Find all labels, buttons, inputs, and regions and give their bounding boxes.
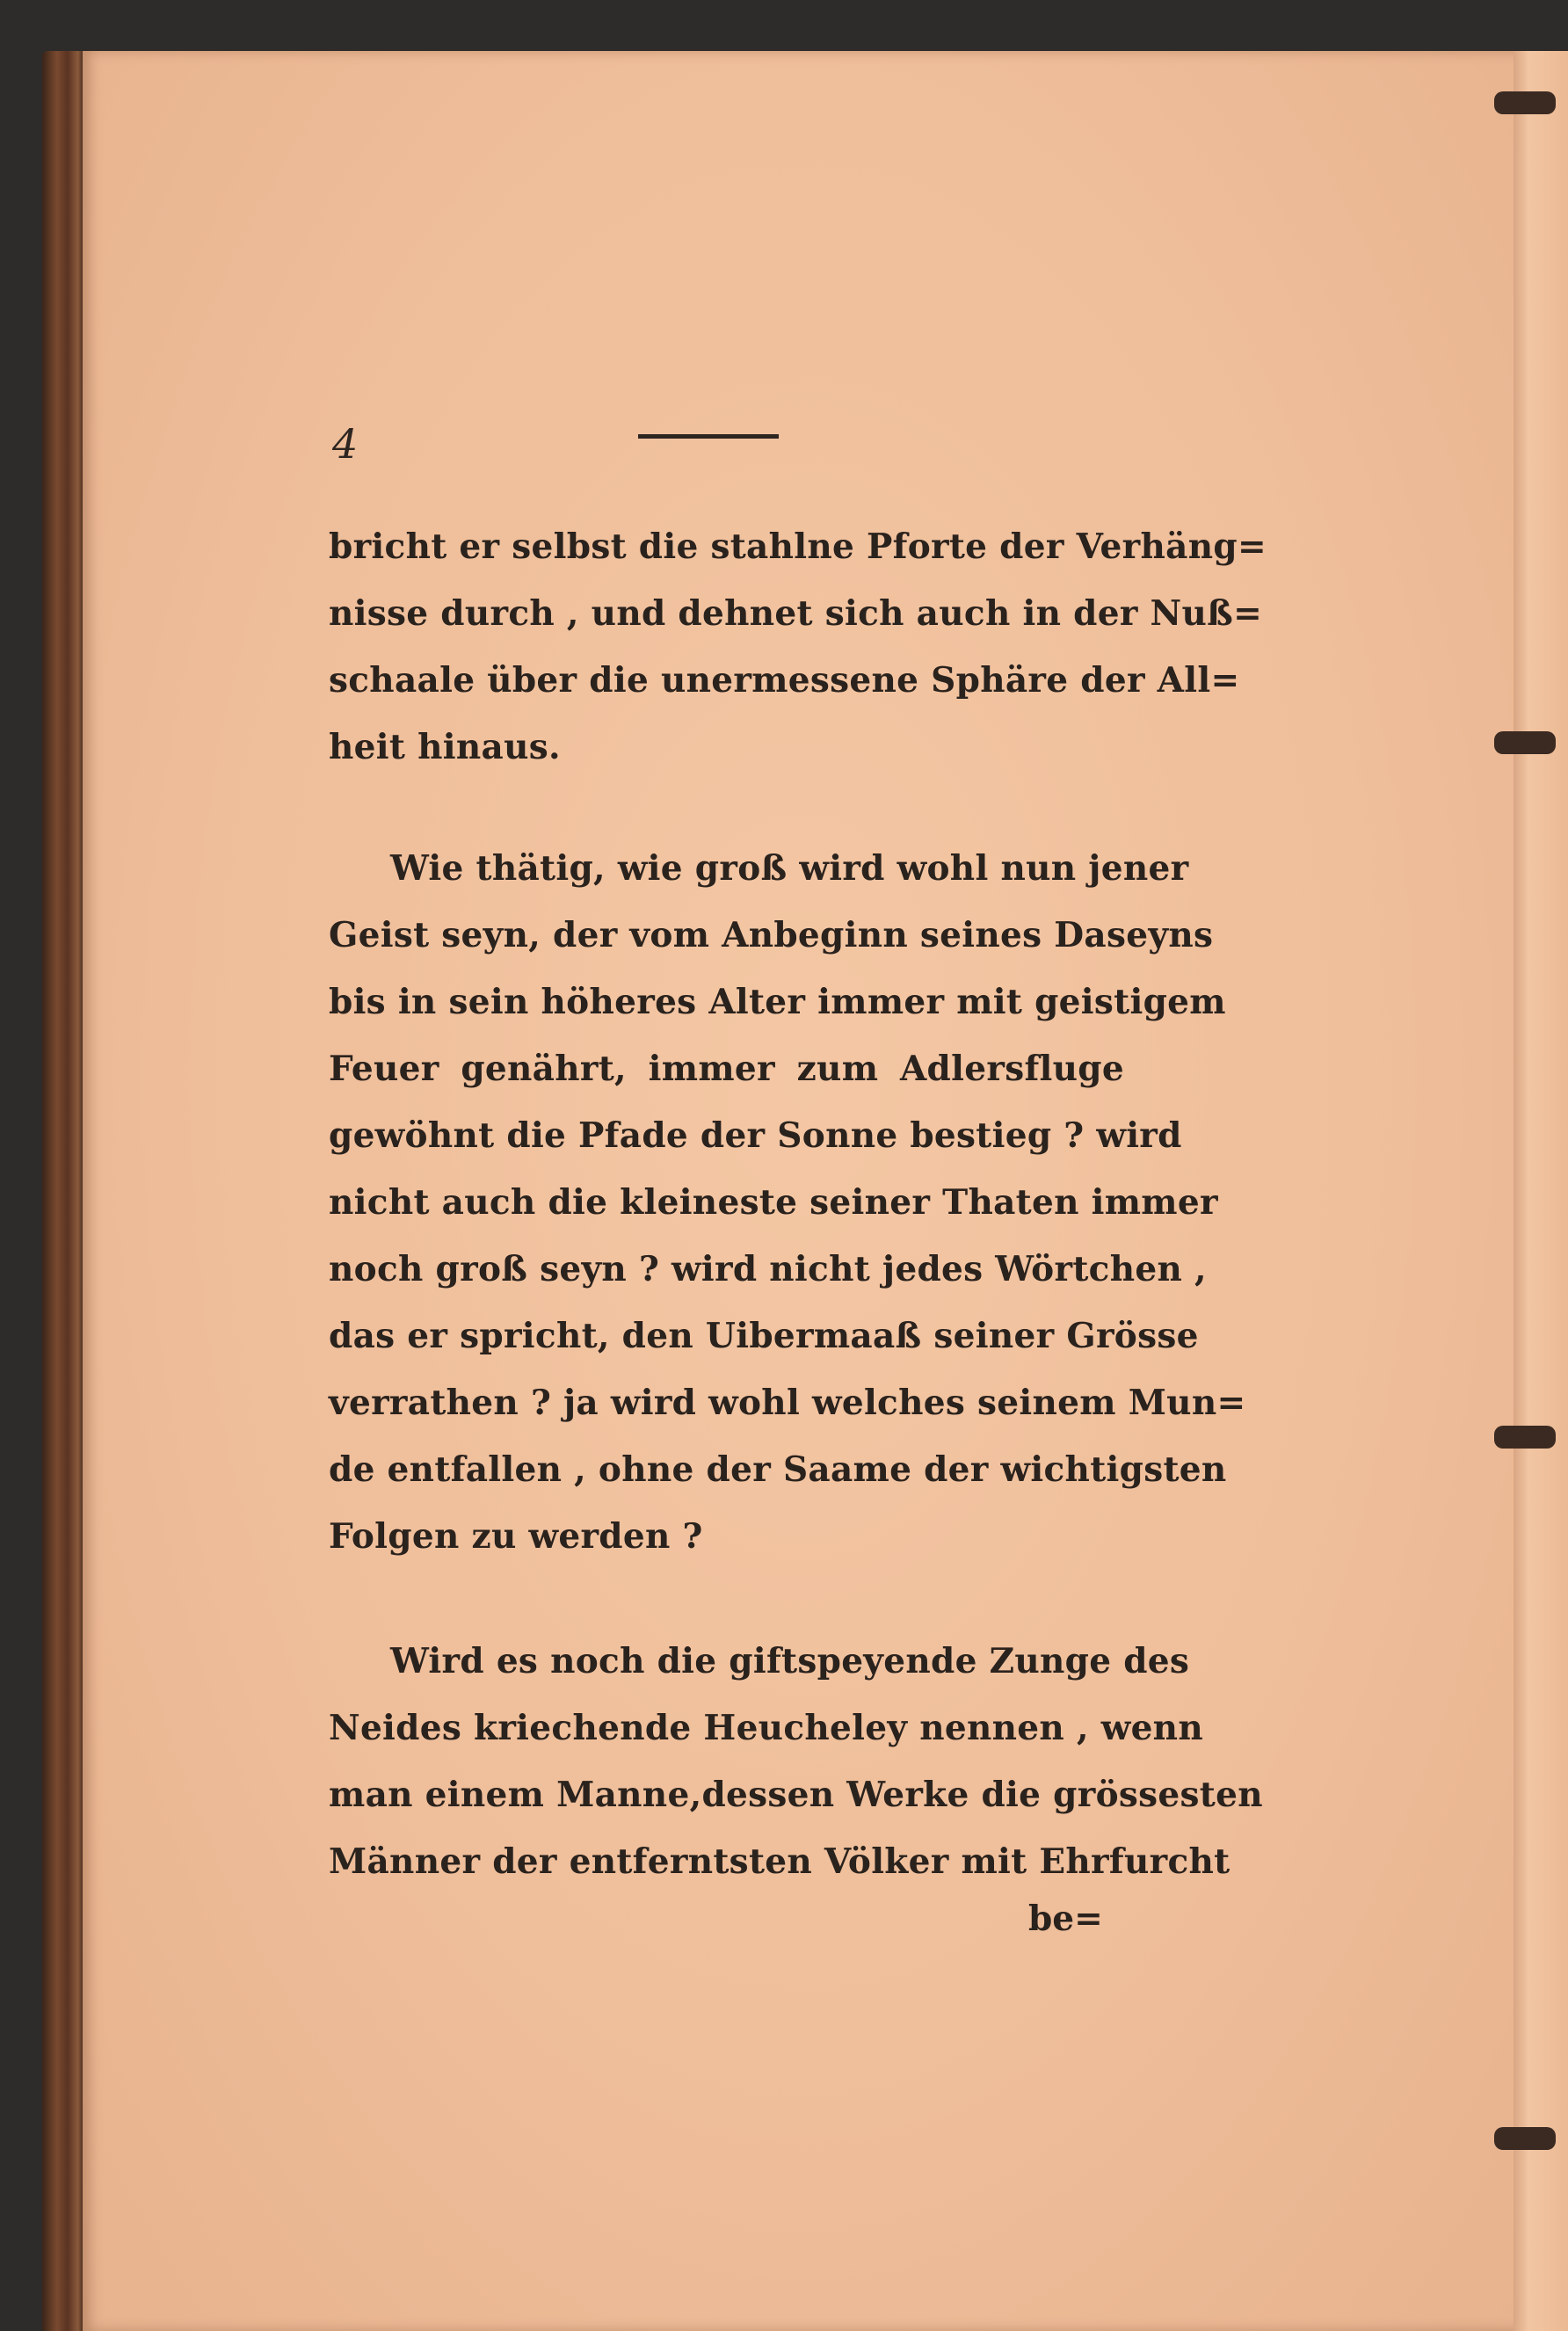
paragraph-3 [329, 1628, 1263, 1895]
text-line: de entfallen , ohne der Saame der wichtigsten [329, 1449, 1227, 1490]
text-line: bricht er selbst die stahlne Pforte der Verhäng= [329, 526, 1267, 567]
binding-stitch [1494, 731, 1556, 754]
text-line: nicht auch die kleineste seiner Thaten immer [329, 1182, 1218, 1223]
text-line: Wird es noch die giftspeyende Zunge des [390, 1641, 1190, 1681]
text-line: heit hinaus. [329, 727, 561, 767]
text-line: bis in sein höheres Alter immer mit geistigem [329, 982, 1226, 1022]
text-line: nisse durch , und dehnet sich auch in der Nuß= [329, 593, 1263, 634]
page-number: 4 [332, 420, 359, 468]
book-spine [42, 51, 84, 2331]
paragraph-2 [329, 835, 1246, 1570]
paragraph-1 [329, 513, 1267, 781]
text-line: Wie thätig, wie groß wird wohl nun jener [390, 848, 1189, 889]
text-line: gewöhnt die Pfade der Sonne bestieg ? wird [329, 1115, 1182, 1156]
text-line: Männer der entferntsten Völker mit Ehrfurcht [329, 1841, 1230, 1882]
text-line: verrathen ? ja wird wohl welches seinem Mun= [329, 1383, 1246, 1423]
text-line: noch groß seyn ? wird nicht jedes Wörtchen , [329, 1249, 1207, 1289]
facing-page-edge [1528, 51, 1568, 2331]
text-line: man einem Manne,dessen Werke die grössesten [329, 1775, 1263, 1815]
binding-stitch [1494, 2127, 1556, 2150]
text-line: Folgen zu werden ? [329, 1516, 703, 1557]
text-line: Feuer genährt, immer zum Adlersfluge [329, 1049, 1124, 1089]
text-line: Geist seyn, der vom Anbeginn seines Daseyns [329, 915, 1214, 955]
binding-stitch [1494, 91, 1556, 114]
text-line: schaale über die unermessene Sphäre der All= [329, 660, 1240, 701]
page-gutter [1514, 51, 1528, 2331]
text-line: Neides kriechende Heucheley nennen , wenn [329, 1708, 1203, 1748]
catchword: be= [1028, 1899, 1103, 1939]
header-rule [638, 434, 779, 439]
binding-stitch [1494, 1426, 1556, 1449]
text-line: das er spricht, den Uibermaaß seiner Grösse [329, 1316, 1199, 1356]
